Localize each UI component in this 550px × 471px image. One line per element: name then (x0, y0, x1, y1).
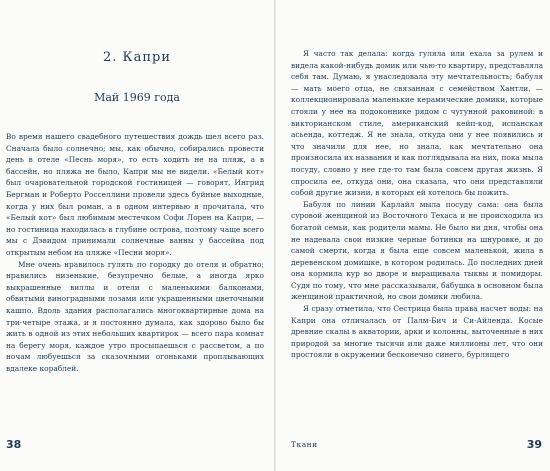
left-page (0, 0, 274, 471)
paragraph: Я сразу отметила, что Сестрица была права насчет воды: на Капри она отличалась от Палм-Бич и Си-Айленда. Косые древние скалы в акватории, арки и колонны, выточенные в них природой за многие тысячи или даже миллионы лет, что они простояли в окружении бесконечно синего, бурлящего (291, 304, 543, 360)
running-head: Ткани (291, 440, 318, 449)
paragraph: Бабуля по линии Карлайл мыла посуду сама: она была суровой женщиной из Восточного Техаса и не происходила из богатой семьи, как родители мамы. Не было ни дня, чтобы она не надевала свои низкие черные ботинки на шнуровке, и до самой смерти, когда я была еще совсем маленькой, жила в деревенском домишке, в котором родилась. До последних дней она кормила кур во дворе и выращивала тыквы и помидоры. Судя по тому, что мне рассказывали, бабушка в основном была женщиной практичной, но свои домики любила. (291, 199, 543, 302)
chapter-date: Май 1969 года (94, 91, 180, 104)
chapter-title: 2. Капри (103, 50, 171, 65)
left-page-text (6, 131, 264, 374)
right-page-number: 39 (526, 438, 542, 451)
paragraph: Во время нашего свадебного путешествия дождь шел всего раз. Сначала было солнечно; мы, как обычно, собирались провести день в отеле «Песнь моря», то есть ходить не на пляж, а в бассейн, но пляжа не было, Капри мы не видели. «Белый кот» был очаровательной городской гостиницей — говорят, Ингрид Бергман и Роберто Росселлини провели здесь буйные выходные, когда у них был роман, а в одном интервью я прочитала, что «Белый кот» был любимым местечком Софи Лорен на Капри, — но гостиница находилась в глубине острова, поэтому чаще всего мы с Дэвидом принимали солнечные ванны у бассейна под открытым небом на пляже «Песни моря». (6, 132, 264, 257)
right-page-text (291, 48, 543, 361)
left-page-number: 38 (6, 438, 22, 451)
paragraph: Мне очень нравилось гулять по городку до отеля и обратно; нравились низенькие, безупречно белые, а иногда ярко выкрашенные виллы и отели с маленькими балконами, обвитыми виноградными лозами или украшенными цветочными кашпо. Вдоль здания располагались многоквартирные дома на три-четыре этажа, и я постоянно думала, как здорово было бы жить в одной из этих небольших квартирок — всего пара комнат на берегу моря, каждое утро просыпаешься с рассветом, а по ночам любуешься за сказочными огоньками проплывающих вдалеке кораблей. (6, 259, 264, 373)
right-page (276, 0, 550, 471)
paragraph: Я часто так делала: когда гуляла или ехала за рулем и видела какой-нибудь домик или чью-то квартиру, представляла себя там. Думаю, я унаследовала эту мечтательность; бабуля — мать моего отца, не связанная с семейством Хантли, — коллекционировала маленькие керамические домики, которые стояли у нее на подоконнике рядом с чугунной раковиной: в викторианском стиле, американский кейп-код, испанская асьенда, коттедж. Я не знала, откуда они у нее появились и что значили для нее, но знала, как мечтательно она произносила их названия и как поглядывала на них, пока мыла посуду, словно у нее где-то там была совсем другая жизнь. Я спросила ее, откуда они, она сказала, что они представляли собой другие жизни, в которых ей хотелось бы пожить. (291, 49, 543, 198)
